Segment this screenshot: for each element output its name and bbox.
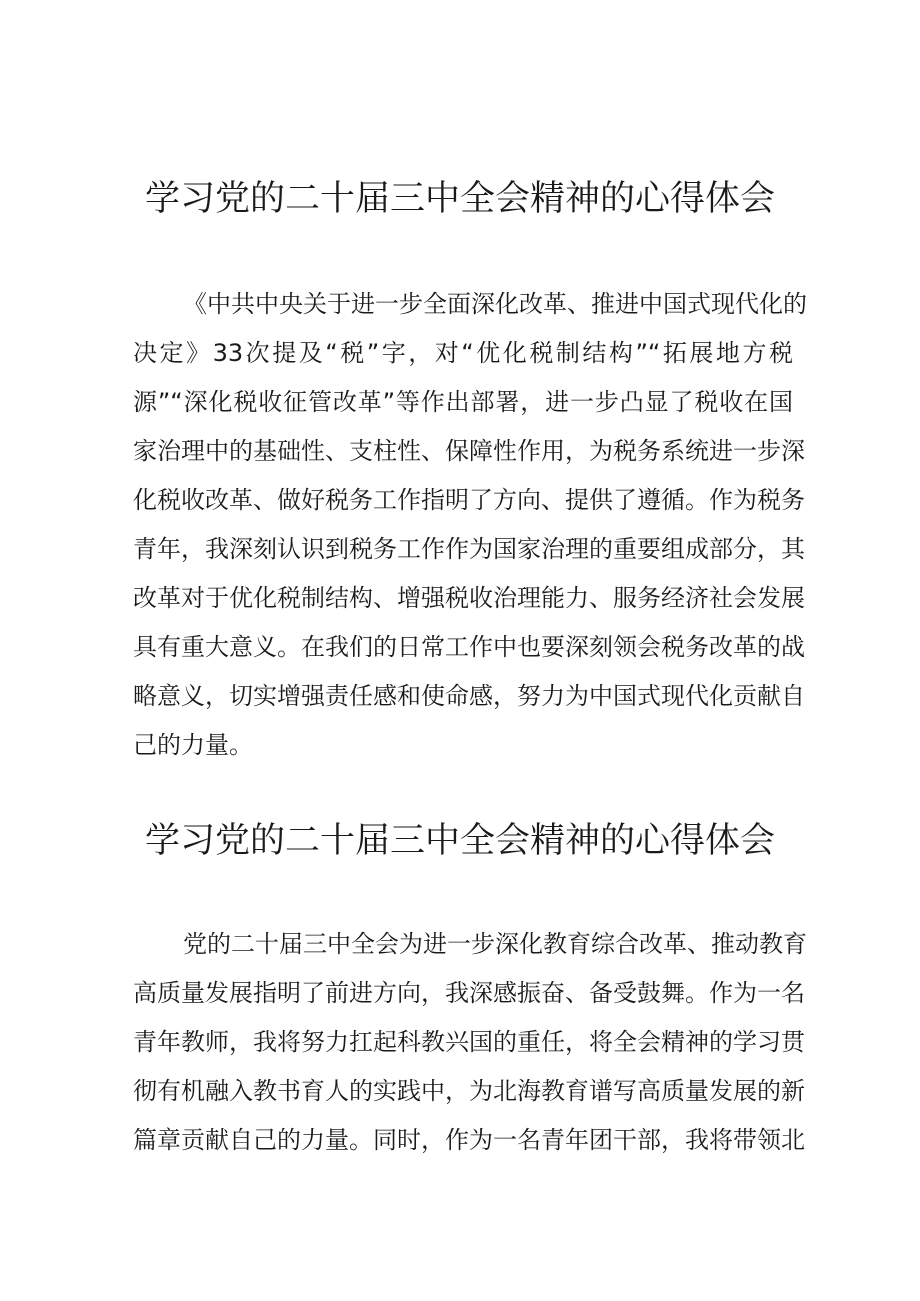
paragraph-line: 具有重大意义。在我们的日常工作中也要深刻领会税务改革的战 [133,633,805,661]
paragraph-line: 青年，我深刻认识到税务工作作为国家治理的重要组成部分，其 [133,535,805,563]
paragraph-line: 《中共中央关于进一步全面深化改革、推进中国式现代化的 [183,290,807,318]
essay-section-1 [0,176,920,759]
paragraph-line: 决定》33次提及“税”字，对“优化税制结构”“拓展地方税 [133,339,793,367]
paragraph-line: 篇章贡献自己的力量。同时，作为一名青年团干部，我将带领北 [133,1126,805,1154]
paragraph-line: 略意义，切实增强责任感和使命感，努力为中国式现代化贡献自 [133,682,805,710]
essay-body-1 [133,280,807,770]
paragraph-line: 己的力量。 [133,731,253,759]
paragraph-line: 彻有机融入教书育人的实践中，为北海教育谱写高质量发展的新 [133,1077,805,1105]
essay-title-1: 学习党的二十届三中全会精神的心得体会 [144,179,775,219]
paragraph-line: 青年教师，我将努力扛起科教兴国的重任，将全会精神的学习贯 [133,1028,805,1056]
paragraph-line: 改革对于优化税制结构、增强税收治理能力、服务经济社会发展 [133,584,805,612]
paragraph-line: 源”“深化税收征管改革”等作出部署，进一步凸显了税收在国 [133,388,793,416]
paragraph-line: 家治理中的基础性、支柱性、保障性作用，为税务系统进一步深 [133,437,805,465]
paragraph-line: 高质量发展指明了前进方向，我深感振奋、备受鼓舞。作为一名 [133,979,805,1007]
essay-title-2: 学习党的二十届三中全会精神的心得体会 [144,821,775,861]
essay-body-2 [133,920,807,1165]
paragraph-line: 党的二十届三中全会为进一步深化教育综合改革、推动教育 [183,930,807,958]
paragraph-line: 化税收改革、做好税务工作指明了方向、提供了遵循。作为税务 [133,486,805,514]
essay-section-2 [0,818,920,1154]
